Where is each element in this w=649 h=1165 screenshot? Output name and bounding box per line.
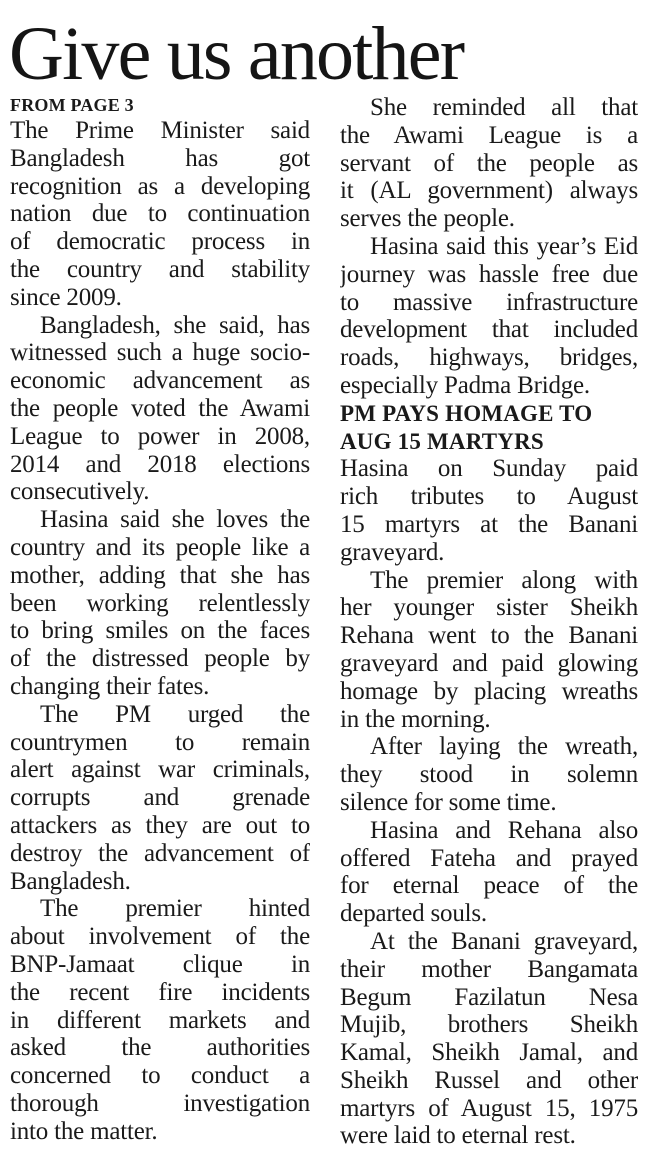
article-line: corrupts and grenade: [10, 784, 310, 812]
article-line: about involvement of the: [10, 923, 310, 951]
article-line: of the distressed people by: [10, 645, 310, 673]
article-line: witnessed such a huge socio-: [10, 339, 310, 367]
article-line: consecutively.: [10, 478, 150, 506]
article-line: been working relentlessly: [10, 589, 310, 617]
article-line: The premier along with: [370, 566, 638, 594]
article-line: they stood in solemn: [340, 761, 638, 789]
paragraph: [340, 567, 638, 734]
article-line: attackers as they are out to: [10, 811, 310, 839]
article-line: Hasina on Sunday paid: [340, 455, 638, 483]
article-line: roads, highways, bridges,: [340, 344, 638, 372]
subheading-line: AUG 15 MARTYRS: [340, 428, 544, 454]
paragraph: [10, 895, 310, 1145]
article-line: the Awami League is a: [340, 121, 638, 149]
article-line: Rehana went to the Banani: [340, 622, 638, 650]
article-line: since 2009.: [10, 283, 122, 311]
article-line: asked the authorities: [10, 1034, 310, 1062]
article-line: At the Banani graveyard,: [370, 927, 638, 955]
article-line: the country and stability: [10, 255, 310, 283]
article-line: rich tributes to August: [340, 483, 638, 511]
article-line: graveyard.: [340, 538, 445, 566]
article-line: graveyard and paid glowing: [340, 649, 638, 677]
article-line: serves the people.: [340, 205, 515, 233]
article-line: concerned to conduct a: [10, 1062, 310, 1090]
article-line: homage by placing wreaths: [340, 677, 638, 705]
article-line: countrymen to remain: [10, 728, 310, 756]
article-line: mother, adding that she has: [10, 561, 310, 589]
article-line: thorough investigation: [10, 1089, 310, 1117]
article-line: Mujib, brothers Sheikh: [340, 1011, 638, 1039]
article-line: changing their fates.: [10, 672, 210, 700]
article-line: alert against war criminals,: [10, 756, 310, 784]
article-line: their mother Bangamata: [340, 955, 638, 983]
article-line: Begum Fazilatun Nesa: [340, 983, 638, 1011]
article-line: recognition as a developing: [10, 172, 310, 200]
headline: Give us another: [9, 12, 464, 96]
article-column-left: [10, 94, 310, 1145]
article-line: After laying the wreath,: [370, 733, 638, 761]
paragraph: [340, 817, 638, 928]
article-line: offered Fateha and prayed: [340, 844, 638, 872]
paragraph: [340, 733, 638, 816]
article-line: country and its people like a: [10, 533, 310, 561]
paragraph: [10, 506, 310, 701]
article-line: in the morning.: [340, 705, 491, 733]
article-line: 2014 and 2018 elections: [10, 450, 310, 478]
article-line: Bangladesh has got: [10, 144, 310, 172]
article-line: it (AL government) always: [340, 177, 638, 205]
continued-from-label: FROM PAGE 3: [10, 95, 134, 115]
article-line: Hasina said this year’s Eid: [370, 232, 638, 260]
paragraph: [340, 928, 638, 1150]
subheading-line: PM PAYS HOMAGE TO: [340, 400, 593, 426]
article-line: the recent fire incidents: [10, 978, 310, 1006]
article-line: in different markets and: [10, 1006, 310, 1034]
article-line: were laid to eternal rest.: [340, 1122, 576, 1150]
article-line: development that included: [340, 316, 638, 344]
article-line: especially Padma Bridge.: [340, 371, 590, 399]
article-line: into the matter.: [10, 1117, 158, 1145]
article-line: servant of the people as: [340, 149, 638, 177]
article-line: Sheikh Russel and other: [340, 1066, 638, 1094]
paragraph: [340, 455, 638, 566]
paragraph: [340, 233, 638, 400]
article-line: BNP-Jamaat clique in: [10, 950, 310, 978]
subheading: [340, 400, 638, 456]
paragraph: [10, 312, 310, 507]
article-line: The PM urged the: [40, 700, 310, 728]
article-line: Bangladesh.: [10, 867, 131, 895]
paragraph: [10, 701, 310, 896]
article-line: She reminded all that: [370, 94, 638, 121]
article-line: journey was hassle free due: [340, 260, 638, 288]
article-line: destroy the advancement of: [10, 839, 310, 867]
article-line: League to power in 2008,: [10, 422, 310, 450]
article-line: Kamal, Sheikh Jamal, and: [340, 1039, 638, 1067]
article-line: economic advancement as: [10, 367, 310, 395]
article-line: of democratic process in: [10, 228, 310, 256]
article-column-right: [340, 94, 638, 1150]
paragraph: [340, 94, 638, 233]
article-line: The Prime Minister said: [10, 117, 310, 144]
article-line: nation due to continuation: [10, 200, 310, 228]
article-line: for eternal peace of the: [340, 872, 638, 900]
article-line: Hasina and Rehana also: [370, 816, 638, 844]
article-line: departed souls.: [340, 900, 487, 928]
paragraph: [10, 117, 310, 312]
article-line: The premier hinted: [40, 895, 310, 923]
article-line: 15 martyrs at the Banani: [340, 510, 638, 538]
article-line: to bring smiles on the faces: [10, 617, 310, 645]
article-line: silence for some time.: [340, 788, 557, 816]
article-line: the people voted the Awami: [10, 394, 310, 422]
article-line: to massive infrastructure: [340, 288, 638, 316]
article-line: martyrs of August 15, 1975: [340, 1094, 638, 1122]
article-line: her younger sister Sheikh: [340, 594, 638, 622]
article-line: Bangladesh, she said, has: [40, 311, 310, 339]
article-line: Hasina said she loves the: [40, 506, 310, 534]
